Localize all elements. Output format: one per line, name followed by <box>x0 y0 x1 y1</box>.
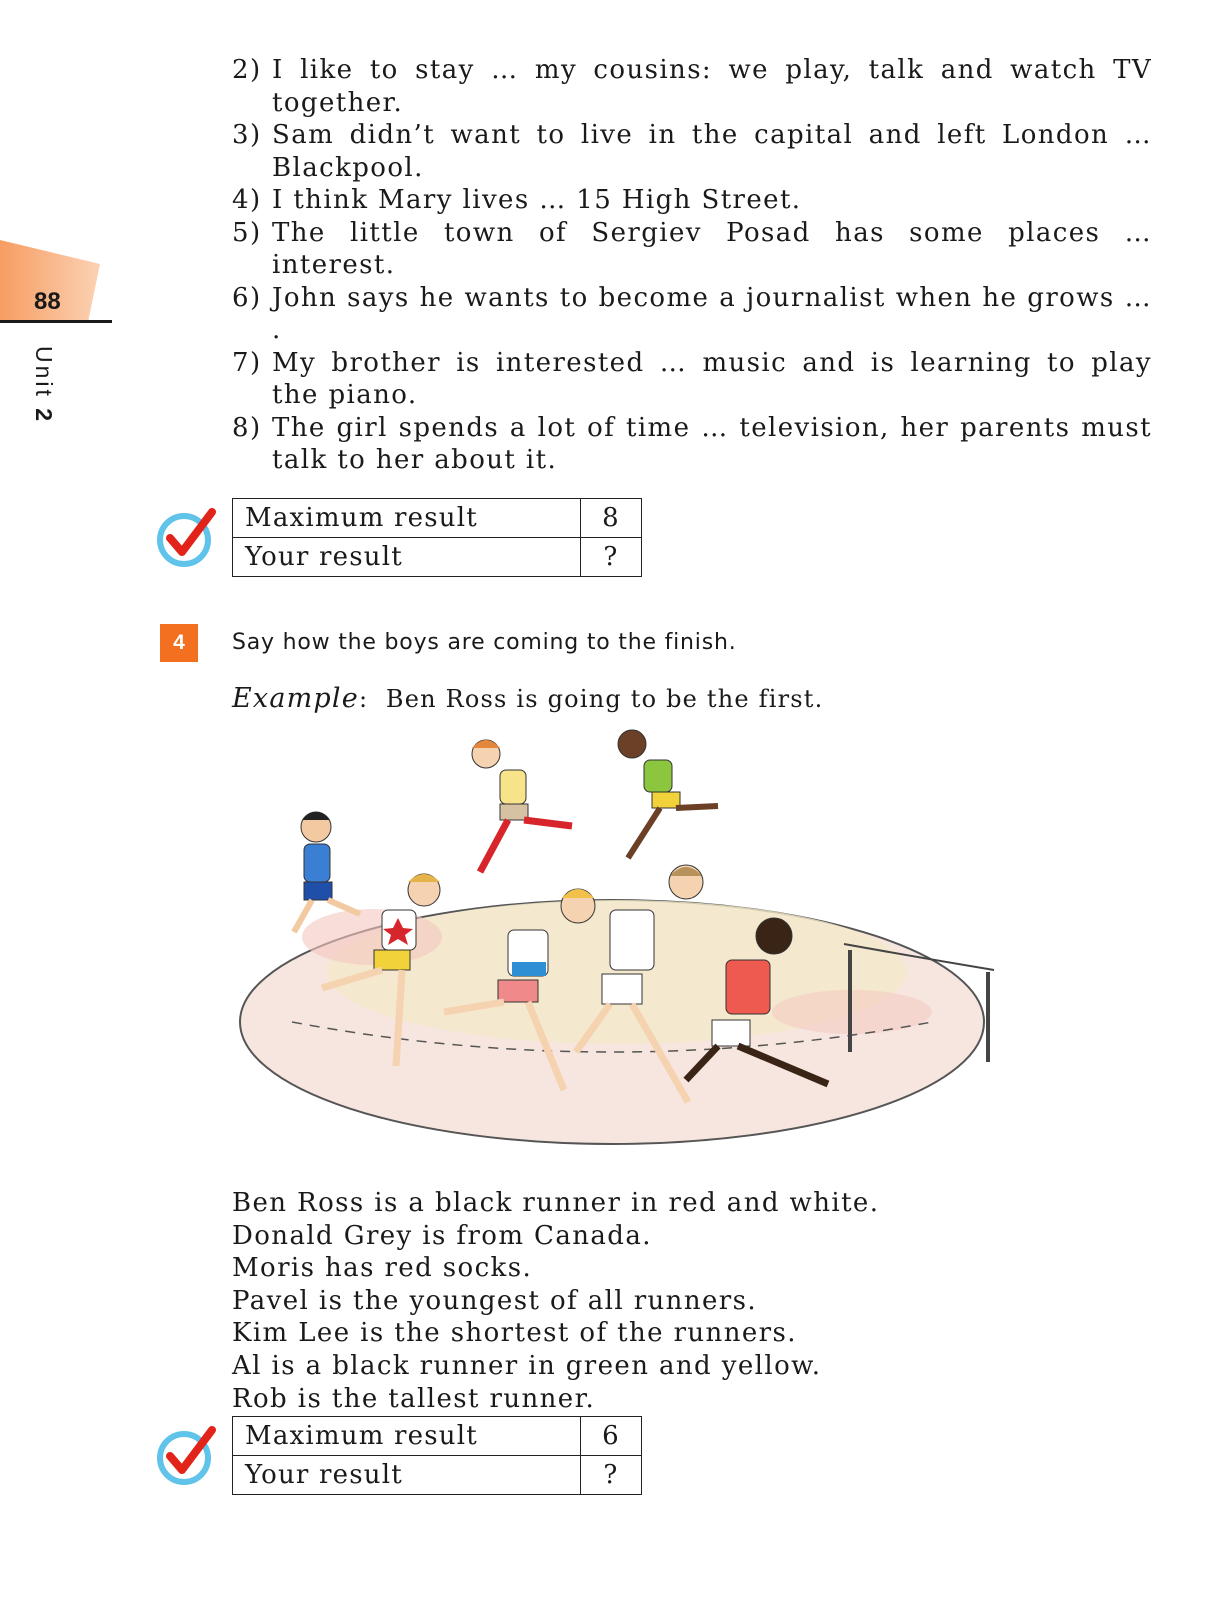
exercise-list <box>232 54 1152 477</box>
runner-facts-list <box>232 1187 879 1415</box>
list-item <box>232 412 1152 477</box>
result-table <box>232 1416 642 1495</box>
list-item <box>232 347 1152 412</box>
unit-label <box>30 346 57 424</box>
table-row <box>233 499 642 538</box>
max-result-label: Maximum result <box>233 499 581 538</box>
list-item: Al is a black runner in green and yellow. <box>232 1350 822 1381</box>
item-text: The girl spends a lot of time … television, her parents must talk to her about it. <box>272 412 1152 475</box>
example-label: Example <box>232 683 359 714</box>
your-result-value[interactable]: ? <box>581 538 642 577</box>
list-item: Ben Ross is a black runner in red and white. <box>232 1188 880 1218</box>
checkmark-icon <box>156 506 218 568</box>
table-row <box>233 1456 642 1495</box>
item-text: I think Mary lives … 15 High Street. <box>272 185 802 215</box>
table-row <box>233 1417 642 1456</box>
item-number: 4) <box>232 185 262 215</box>
table-row <box>233 538 642 577</box>
item-number: 2) <box>232 55 262 85</box>
max-result-label: Maximum result <box>233 1417 581 1456</box>
task-instruction: Say how the boys are coming to the finish. <box>232 630 737 655</box>
list-item: Moris has red socks. <box>232 1253 533 1284</box>
list-item <box>232 119 1152 184</box>
runner-al <box>618 730 718 858</box>
item-number: 8) <box>232 412 262 443</box>
checkmark-icon <box>156 1424 218 1486</box>
your-result-label: Your result <box>233 538 581 577</box>
result-table <box>232 498 642 577</box>
list-item <box>232 184 1152 217</box>
example-line: Example: Ben Ross is going to be the first. <box>232 683 824 714</box>
list-item: Rob is the tallest runner. <box>232 1383 596 1414</box>
max-result-value: 6 <box>581 1417 642 1456</box>
page-number: 88 <box>34 288 61 315</box>
runner-moris <box>472 740 572 872</box>
list-item: Pavel is the youngest of all runners. <box>232 1285 757 1316</box>
your-result-value[interactable]: ? <box>581 1456 642 1495</box>
item-number: 5) <box>232 217 262 248</box>
item-number: 3) <box>232 120 262 150</box>
item-number: 6) <box>232 282 262 313</box>
list-item <box>232 54 1152 119</box>
item-number: 7) <box>232 347 262 378</box>
page-number-rule <box>0 320 112 323</box>
example-text: Ben Ross is going to be the first. <box>385 685 824 713</box>
unit-number: 2 <box>31 408 57 425</box>
item-text: My brother is interested … music and is learning to play the piano. <box>272 347 1152 410</box>
list-item <box>232 217 1152 282</box>
item-text: The little town of Sergiev Posad has some places … interest. <box>272 217 1152 280</box>
unit-word: Unit <box>31 346 57 399</box>
list-item: Kim Lee is the shortest of the runners. <box>232 1318 797 1349</box>
item-text: John says he wants to become a journalist when he grows … . <box>272 282 1152 345</box>
your-result-label: Your result <box>233 1456 581 1495</box>
item-text: I like to stay … my cousins: we play, talk and watch TV together. <box>272 55 1152 118</box>
item-text: Sam didn’t want to live in the capital and left London … Blackpool. <box>272 120 1152 183</box>
max-result-value: 8 <box>581 499 642 538</box>
task-number-badge: 4 <box>160 624 198 662</box>
list-item: Donald Grey is from Canada. <box>232 1220 652 1251</box>
runners-race-illustration <box>232 722 1032 1162</box>
list-item <box>232 282 1152 347</box>
